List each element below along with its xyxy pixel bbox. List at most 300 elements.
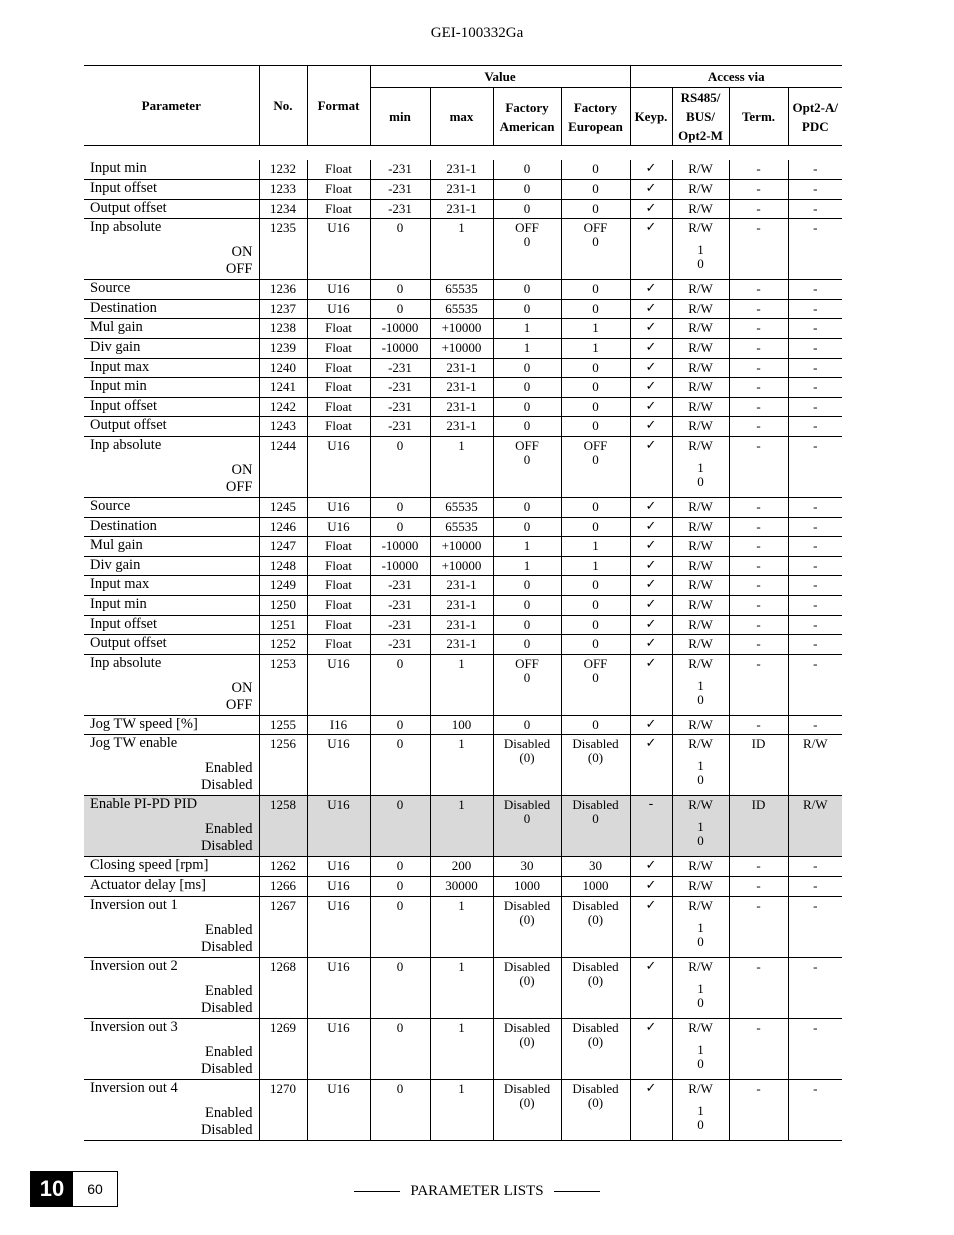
rs485-access: R/W <box>688 438 713 454</box>
cell-format <box>307 896 370 957</box>
parameter-number: 1250 <box>270 597 296 612</box>
cell-no <box>259 498 307 518</box>
rs485-access: R/W <box>688 716 713 732</box>
enum-values <box>673 461 729 489</box>
parameter-name: Inp absolute <box>90 219 162 236</box>
term-access: - <box>756 958 761 974</box>
cell-keyp <box>630 319 672 339</box>
cell-parameter <box>84 299 259 319</box>
cell-parameter <box>84 537 259 557</box>
max-value: 231-1 <box>446 577 477 593</box>
factory-european-code: 0 <box>592 669 599 685</box>
cell-factory-european <box>561 280 630 300</box>
table-body <box>84 146 842 1141</box>
checkmark-icon: ✓ <box>645 1019 657 1035</box>
factory-american-value: Disabled <box>503 897 551 913</box>
cell-term <box>729 180 788 200</box>
factory-american-value: OFF <box>515 438 539 454</box>
parameter-number: 1243 <box>270 418 296 434</box>
cell-factory-american <box>493 339 561 359</box>
parameter-format: Float <box>325 398 352 414</box>
cell-opt2a <box>788 417 842 437</box>
cell-opt2a <box>788 857 842 877</box>
cell-opt2a <box>788 957 842 1018</box>
cell-opt2a <box>788 199 842 219</box>
parameter-format: Float <box>325 320 352 336</box>
term-access: - <box>756 1080 761 1096</box>
cell-opt2a <box>788 437 842 498</box>
term-access: - <box>756 577 761 593</box>
parameter-format: Float <box>325 616 352 632</box>
option-label: ON <box>231 679 253 696</box>
max-value: 1 <box>458 958 465 974</box>
parameter-name: Inversion out 2 <box>90 957 178 974</box>
checkmark-icon: ✓ <box>645 320 657 336</box>
table-row <box>84 199 842 219</box>
table-row <box>84 339 842 359</box>
parameter-number: 1258 <box>270 797 296 813</box>
rs485-access: R/W <box>688 877 713 893</box>
cell-max <box>430 219 493 280</box>
table-row <box>84 635 842 655</box>
table-row <box>84 280 842 300</box>
checkmark-icon: ✓ <box>645 538 657 554</box>
factory-american-value: 0 <box>523 181 531 197</box>
parameter-name: Source <box>90 498 131 515</box>
cell-factory-european <box>561 896 630 957</box>
parameter-name: Destination <box>90 299 157 316</box>
parameter-format: Float <box>325 597 352 612</box>
cell-min <box>370 615 430 635</box>
option-labels <box>201 983 253 1017</box>
cell-keyp <box>630 219 672 280</box>
parameter-name: Div gain <box>90 339 141 356</box>
cell-factory-american <box>493 299 561 319</box>
cell-opt2a <box>788 796 842 857</box>
cell-min <box>370 537 430 557</box>
cell-rs485 <box>672 160 729 180</box>
cell-term <box>729 556 788 576</box>
cell-max <box>430 857 493 877</box>
cell-format <box>307 796 370 857</box>
cell-no <box>259 339 307 359</box>
cell-term <box>729 517 788 537</box>
max-value: 100 <box>451 716 472 732</box>
parameter-number: 1233 <box>270 181 296 197</box>
cell-rs485 <box>672 417 729 437</box>
checkmark-icon: ✓ <box>645 398 657 414</box>
parameter-number: 1269 <box>270 1019 296 1035</box>
factory-european-value: 1 <box>592 320 599 336</box>
term-access: - <box>756 877 761 893</box>
min-value: 0 <box>396 1080 404 1096</box>
term-access: - <box>756 597 761 612</box>
cell-factory-european <box>561 556 630 576</box>
opt2a-access: - <box>813 858 818 874</box>
factory-european-value: Disabled <box>572 736 619 752</box>
term-access: - <box>756 281 761 297</box>
opt2a-access: - <box>813 958 818 974</box>
cell-format <box>307 417 370 437</box>
cell-no <box>259 635 307 655</box>
cell-rs485 <box>672 896 729 957</box>
header-access-group: Access via <box>630 66 842 88</box>
checkmark-icon: ✓ <box>645 518 657 534</box>
table-row <box>84 160 842 180</box>
factory-european-value: Disabled <box>572 897 619 913</box>
option-labels <box>226 244 253 278</box>
cell-factory-american <box>493 397 561 417</box>
cell-rs485 <box>672 199 729 219</box>
cell-parameter <box>84 1018 259 1079</box>
cell-min <box>370 199 430 219</box>
cell-rs485 <box>672 378 729 398</box>
cell-no <box>259 299 307 319</box>
cell-no <box>259 397 307 417</box>
footer-title: PARAMETER LISTS <box>0 1183 954 1200</box>
min-value: -231 <box>388 359 412 375</box>
cell-parameter <box>84 654 259 715</box>
checkmark-icon: ✓ <box>645 499 657 515</box>
cell-format <box>307 358 370 378</box>
parameter-number: 1262 <box>270 858 296 874</box>
min-value: -231 <box>388 597 412 612</box>
checkmark-icon: ✓ <box>645 281 657 297</box>
cell-term <box>729 615 788 635</box>
option-labels <box>201 1105 253 1139</box>
opt2a-access: - <box>813 359 818 375</box>
enum-value: 1 <box>697 677 704 693</box>
cell-keyp <box>630 556 672 576</box>
cell-rs485 <box>672 299 729 319</box>
rs485-access: R/W <box>688 655 713 671</box>
parameter-name: Inp absolute <box>90 654 162 671</box>
cell-factory-european <box>561 857 630 877</box>
cell-format <box>307 576 370 596</box>
table-row <box>84 715 842 735</box>
table-row <box>84 857 842 877</box>
factory-american-value: OFF <box>515 655 539 671</box>
parameter-format: U16 <box>327 1019 350 1035</box>
cell-factory-american <box>493 437 561 498</box>
cell-max <box>430 876 493 896</box>
header-factory-european: Factory European <box>561 88 630 146</box>
cell-min <box>370 378 430 398</box>
parameter-number: 1232 <box>270 161 296 176</box>
factory-american-value: 0 <box>523 379 531 395</box>
cell-keyp <box>630 1018 672 1079</box>
cell-factory-european <box>561 199 630 219</box>
rs485-access: R/W <box>688 418 713 434</box>
factory-american-value: Disabled <box>503 1019 551 1035</box>
cell-factory-european <box>561 615 630 635</box>
option-label: Enabled <box>204 921 253 938</box>
factory-european-value: 0 <box>592 616 599 632</box>
cell-parameter <box>84 160 259 180</box>
parameter-number: 1242 <box>270 398 296 414</box>
rs485-access: R/W <box>688 320 713 336</box>
cell-factory-american <box>493 957 561 1018</box>
max-value: 1 <box>458 1019 465 1035</box>
cell-opt2a <box>788 576 842 596</box>
rs485-access: R/W <box>688 616 713 632</box>
max-value: +10000 <box>441 340 482 356</box>
cell-no <box>259 280 307 300</box>
cell-rs485 <box>672 615 729 635</box>
cell-max <box>430 654 493 715</box>
checkmark-icon: ✓ <box>645 877 657 893</box>
factory-european-value: 0 <box>592 716 599 732</box>
cell-factory-european <box>561 437 630 498</box>
cell-factory-european <box>561 378 630 398</box>
cell-opt2a <box>788 280 842 300</box>
opt2a-access: - <box>813 655 818 671</box>
cell-keyp <box>630 299 672 319</box>
opt2a-access: - <box>813 379 818 395</box>
cell-factory-european <box>561 397 630 417</box>
factory-american-value: 0 <box>523 200 531 216</box>
max-value: +10000 <box>441 538 482 554</box>
max-value: 231-1 <box>446 359 477 375</box>
factory-american-code: 0 <box>523 811 531 827</box>
checkmark-icon: ✓ <box>645 379 657 395</box>
opt2a-access: - <box>813 577 818 593</box>
cell-no <box>259 896 307 957</box>
term-access: - <box>756 181 761 197</box>
factory-european-value: OFF <box>583 655 608 671</box>
parameter-number: 1241 <box>270 379 296 395</box>
cell-opt2a <box>788 180 842 200</box>
parameter-name: Mul gain <box>90 319 143 336</box>
cell-opt2a <box>788 615 842 635</box>
rs485-access: R/W <box>688 220 713 236</box>
rs485-access: R/W <box>688 359 713 375</box>
cell-parameter <box>84 339 259 359</box>
cell-parameter <box>84 957 259 1018</box>
cell-opt2a <box>788 319 842 339</box>
parameter-number: 1266 <box>270 877 296 893</box>
cell-rs485 <box>672 180 729 200</box>
cell-factory-american <box>493 319 561 339</box>
factory-american-value: 1 <box>523 557 531 573</box>
opt2a-access: - <box>813 320 818 336</box>
enum-value: 1 <box>697 919 704 935</box>
cell-keyp <box>630 635 672 655</box>
term-access: - <box>756 161 761 176</box>
cell-factory-american <box>493 1018 561 1079</box>
parameter-number: 1240 <box>270 359 296 375</box>
cell-rs485 <box>672 537 729 557</box>
header-opt2a: Opt2-A/ PDC <box>792 99 838 134</box>
cell-parameter <box>84 319 259 339</box>
table-row <box>84 517 842 537</box>
cell-no <box>259 199 307 219</box>
parameter-number: 1238 <box>270 320 296 336</box>
cell-factory-european <box>561 957 630 1018</box>
parameter-number: 1234 <box>270 200 296 216</box>
term-access: - <box>756 220 761 236</box>
max-value: 231-1 <box>446 398 477 414</box>
parameter-name: Input max <box>90 576 150 593</box>
term-access: - <box>756 359 761 375</box>
cell-parameter <box>84 417 259 437</box>
max-value: 231-1 <box>446 616 477 632</box>
factory-european-value: 0 <box>592 577 599 593</box>
cell-max <box>430 537 493 557</box>
parameter-format: U16 <box>327 736 350 752</box>
table-row <box>84 576 842 596</box>
parameter-format: U16 <box>327 958 350 974</box>
factory-european-value: 0 <box>592 636 599 652</box>
opt2a-access: - <box>813 200 818 216</box>
rs485-access: R/W <box>688 958 713 974</box>
checkmark-icon: ✓ <box>645 858 657 874</box>
cell-term <box>729 358 788 378</box>
cell-term <box>729 796 788 857</box>
cell-min <box>370 876 430 896</box>
opt2a-access: - <box>813 161 818 176</box>
cell-factory-european <box>561 576 630 596</box>
parameter-format: Float <box>325 557 352 573</box>
header-term: Term. <box>729 88 788 146</box>
enum-value: 1 <box>697 1041 704 1057</box>
term-access: - <box>756 300 761 316</box>
min-value: -10000 <box>381 340 419 356</box>
cell-max <box>430 299 493 319</box>
cell-parameter <box>84 378 259 398</box>
cell-factory-european <box>561 537 630 557</box>
opt2a-access: - <box>813 438 818 454</box>
factory-american-value: Disabled <box>503 1080 551 1096</box>
option-label: Disabled <box>200 838 253 855</box>
header-keyp: Keyp. <box>630 88 672 146</box>
opt2a-access: - <box>813 518 818 534</box>
enum-value: 0 <box>697 1116 704 1132</box>
cell-term <box>729 1018 788 1079</box>
cell-no <box>259 576 307 596</box>
cell-opt2a <box>788 358 842 378</box>
min-value: 0 <box>396 438 404 454</box>
checkmark-icon: ✓ <box>645 161 657 176</box>
cell-parameter <box>84 180 259 200</box>
cell-factory-european <box>561 735 630 796</box>
cell-factory-european <box>561 339 630 359</box>
enum-values <box>673 759 729 787</box>
table-row <box>84 896 842 957</box>
min-value: 0 <box>396 1019 404 1035</box>
parameter-name: Input max <box>90 358 150 375</box>
rs485-access: R/W <box>688 340 713 356</box>
cell-parameter <box>84 1079 259 1140</box>
cell-rs485 <box>672 715 729 735</box>
cell-factory-american <box>493 498 561 518</box>
cell-opt2a <box>788 160 842 180</box>
cell-parameter <box>84 397 259 417</box>
cell-keyp <box>630 180 672 200</box>
cell-parameter <box>84 437 259 498</box>
min-value: -231 <box>388 398 412 414</box>
parameter-name: Actuator delay [ms] <box>90 876 206 893</box>
cell-term <box>729 857 788 877</box>
term-access: - <box>756 438 761 454</box>
cell-keyp <box>630 199 672 219</box>
term-access: - <box>756 418 761 434</box>
rs485-access: R/W <box>688 181 713 197</box>
enum-values <box>673 820 729 848</box>
cell-keyp <box>630 378 672 398</box>
cell-min <box>370 319 430 339</box>
cell-rs485 <box>672 596 729 616</box>
factory-american-code: (0) <box>519 972 535 988</box>
factory-european-code: 0 <box>592 234 599 250</box>
parameter-format: U16 <box>327 1080 350 1096</box>
factory-european-code: (0) <box>587 1033 604 1049</box>
cell-no <box>259 715 307 735</box>
table-row <box>84 556 842 576</box>
parameter-name: Destination <box>90 517 157 534</box>
cell-opt2a <box>788 715 842 735</box>
enum-values <box>673 679 729 707</box>
cell-format <box>307 437 370 498</box>
cell-rs485 <box>672 556 729 576</box>
term-access: - <box>756 1019 761 1035</box>
cell-max <box>430 957 493 1018</box>
table-row <box>84 319 842 339</box>
enum-value: 0 <box>697 474 704 490</box>
cell-max <box>430 576 493 596</box>
cell-term <box>729 537 788 557</box>
min-value: -231 <box>388 181 412 197</box>
cell-no <box>259 160 307 180</box>
max-value: 231-1 <box>446 597 477 612</box>
max-value: 65535 <box>445 518 478 534</box>
factory-american-value: 0 <box>523 281 531 297</box>
cell-min <box>370 437 430 498</box>
cell-max <box>430 358 493 378</box>
factory-american-value: 0 <box>523 518 531 534</box>
factory-american-value: Disabled <box>503 736 551 752</box>
cell-factory-european <box>561 654 630 715</box>
parameter-name: Inversion out 3 <box>90 1018 178 1035</box>
cell-parameter <box>84 876 259 896</box>
parameter-number: 1249 <box>270 577 296 593</box>
cell-term <box>729 896 788 957</box>
factory-european-value: 0 <box>592 418 599 434</box>
cell-parameter <box>84 498 259 518</box>
cell-min <box>370 735 430 796</box>
factory-american-code: 0 <box>523 452 531 468</box>
min-value: -231 <box>388 418 412 434</box>
cell-parameter <box>84 576 259 596</box>
opt2a-access: R/W <box>802 736 828 752</box>
parameter-format: U16 <box>327 220 350 236</box>
cell-format <box>307 160 370 180</box>
parameter-format: Float <box>325 577 352 593</box>
cell-format <box>307 339 370 359</box>
parameter-number: 1253 <box>270 655 296 671</box>
opt2a-access: - <box>813 877 818 893</box>
cell-rs485 <box>672 1018 729 1079</box>
option-labels <box>201 760 253 794</box>
max-value: 65535 <box>445 281 478 297</box>
min-value: 0 <box>396 499 404 515</box>
cell-term <box>729 498 788 518</box>
factory-american-value: Disabled <box>503 958 551 974</box>
opt2a-access: - <box>813 1080 818 1096</box>
option-label: Disabled <box>200 999 253 1016</box>
parameter-format: Float <box>325 538 352 554</box>
parameter-format: U16 <box>327 499 350 515</box>
